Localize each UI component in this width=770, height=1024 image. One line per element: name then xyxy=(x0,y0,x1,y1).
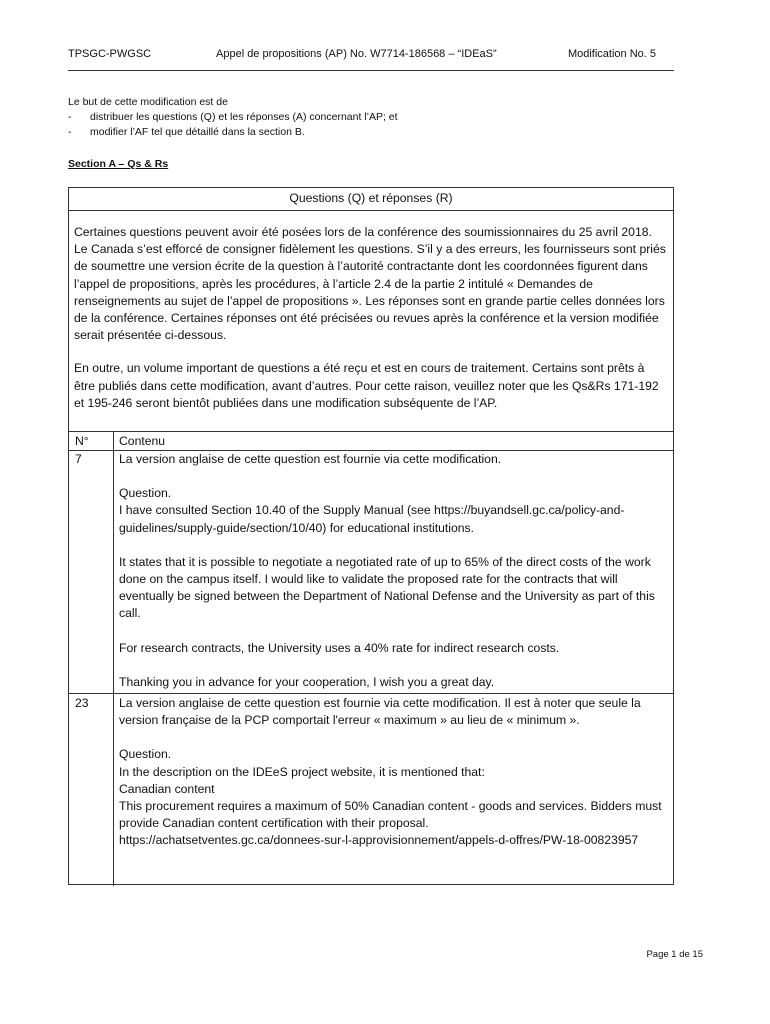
divider xyxy=(69,693,673,694)
qa-paragraph: Certaines questions peuvent avoir été posées lors de la conférence des soumissionnaires du 25 avril 2018. Le Canada s’est efforcé de consigner fidèlement les questions. S’il y a des erreurs, les fournisseurs sont priés de soumettre une version écrite de la question à l’autorité contractante dont les coordonnées figurent dans l’appel de propositions, après les procédures, à l’article 2.4 de la partie 2 intitulé « Demandes de renseignements au sujet de l’appel de propositions ». Les réponses sont en grande partie celles données lors de la conférence. Certaines réponses ont été précisées ou revues après la conférence et la version modifiée serait présentée ci-dessous. xyxy=(74,225,666,343)
intro xyxy=(68,95,674,140)
header-solicitation: Appel de propositions (AP) No. W7714-186568 – “IDEaS” xyxy=(216,48,497,60)
qa-table xyxy=(68,187,674,885)
intro-lead: Le but de cette modification est de xyxy=(68,96,228,108)
row-content: La version anglaise de cette question est fournie via cette modification. Il est à noter que seule la version française de la PCP comportait l'erreur « maximum » au lieu de « minimum ». Question. In the description on the IDEeS project website, it is mentioned that: Canadian content This procurement requires a maximum of 50% Canadian content - goods and services. Bidders must provide Canadian content certification with their proposal. https://achatsetventes.gc.ca/donnees-sur-l-approvisionnement/appels-d-offres/PW-18-00823957 xyxy=(119,696,662,848)
row-content: La version anglaise de cette question est fournie via cette modification. Question. I have consulted Section 10.40 of the Supply Manual (see https://buyandsell.gc.ca/policy-and-guidelines/supply-guide/section/10/40) for educational institutions. It states that it is possible to negotiate a negotiated rate of up to 65% of the direct costs of the work done on the campus itself. I would like to validate the proposed rate for the contracts that will eventually be signed between the Department of National Defense and the University as part of this call. For research contracts, the University uses a 40% rate for indirect research costs. Thanking you in advance for your cooperation, I wish you a great day. xyxy=(119,452,655,689)
divider xyxy=(69,210,673,211)
column-divider xyxy=(113,431,114,886)
col-header-content: Contenu xyxy=(119,434,166,448)
header-amendment: Modification No. 5 xyxy=(567,48,656,60)
intro-item: - modifier l’AF tel que détaillé dans la section B. xyxy=(68,126,305,138)
header-org: TPSGC-PWGSC xyxy=(68,48,152,60)
page-number: Page 1 de 15 xyxy=(646,949,703,960)
row-number: 23 xyxy=(75,696,89,710)
section-a-title: Section A – Qs & Rs xyxy=(68,158,169,170)
divider xyxy=(69,431,673,432)
intro-item: - distribuer les questions (Q) et les réponses (A) concernant l’AP; et xyxy=(68,111,398,123)
qa-table-title: Questions (Q) et réponses (R) xyxy=(289,191,453,205)
col-header-num: N° xyxy=(75,434,89,448)
qa-paragraph: En outre, un volume important de questions a été reçu et est en cours de traitement. Certains sont prêts à être publiés dans cette modification, avant d’autres. Pour cette raison, veuillez noter que les Qs&Rs 171-192 et 195-246 seront bientôt publiées dans une modification subséquente de l’AP. xyxy=(74,361,659,410)
page-header xyxy=(68,46,674,71)
row-number: 7 xyxy=(75,452,82,466)
